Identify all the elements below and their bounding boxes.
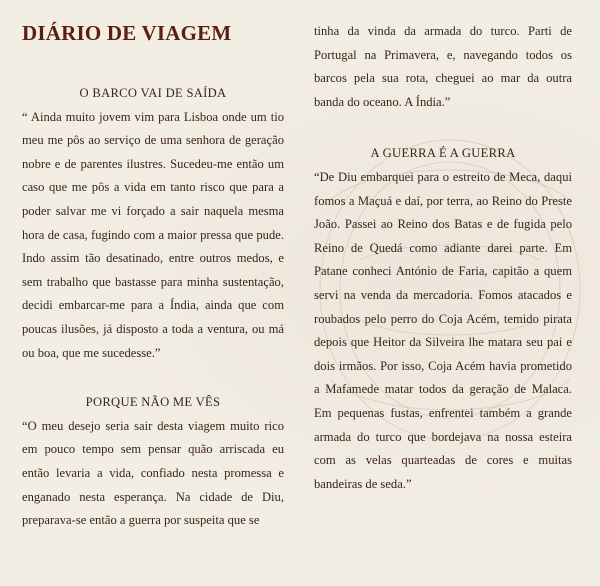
right-column <box>314 0 572 496</box>
section-porque <box>22 391 284 533</box>
section-text-continued: tinha da vinda da armada do turco. Parti de Portugal na Primavera, e, navegando todos os barcos pela sua rota, cheguei ao mar da outra banda do oceano. A Índia.” <box>314 24 572 109</box>
section-text: “De Diu embarquei para o estreito de Meca, daqui fomos a Maçuá e daí, por terra, ao Reino do Preste João. Passei ao Reino dos Batas e de fugida pelo Reino de Quedá como adiante darei parte. Em Patane conheci António de Faria, capitão a quem servi na venda da mercadoria. Fomos atacados e roubados pelo perro do Coja Acém, temido pirata depois que Heitor da Silveira lhe matara seu pai e dois irmãos. Por isso, Coja Acém havia prometido a Mafamede matar todos da geração de Malaca. Em pequenas fustas, enfrentei também a grande armada do turco que bordejava na nossa esteira com as velas quarteadas de cores e muitas bandeiras de seda.” <box>314 169 572 491</box>
section-text: “ Ainda muito jovem vim para Lisboa onde um tio meu me pôs ao serviço de uma senhora de geração nobre e de parentes ilustres. Sucedeu-me então um caso que me pôs a vida em tanto risco que para a poder salvar me vi forçado a sair naquela mesma hora de casa, fugindo com a maior pressa que pude. Indo assim tão desatinado, entre outros medos, e sem trabalho que bastasse para minha sustentação, decidi embarcar-me para a Índia, ainda que com poucas ilusões, já disposto a toda a ventura, ou má ou boa, que me sucedesse.” <box>22 109 284 360</box>
left-column <box>22 0 284 533</box>
section-text: “O meu desejo seria sair desta viagem muito rico em pouco tempo sem pensar quão arriscada eu então levaria a vida, confiado nesta promessa e enganado nesta esperança. Na cidade de Diu, preparava-se então a guerra por suspeita que se <box>22 418 284 528</box>
section-heading: A GUERRA É A GUERRA <box>370 146 516 161</box>
section-barco <box>22 82 284 365</box>
page-title: DIÁRIO DE VIAGEM <box>22 21 232 45</box>
section-heading: O BARCO VAI DE SAÍDA <box>79 86 227 100</box>
section-heading: PORQUE NÃO ME VÊS <box>85 395 221 410</box>
section-guerra <box>314 142 572 496</box>
